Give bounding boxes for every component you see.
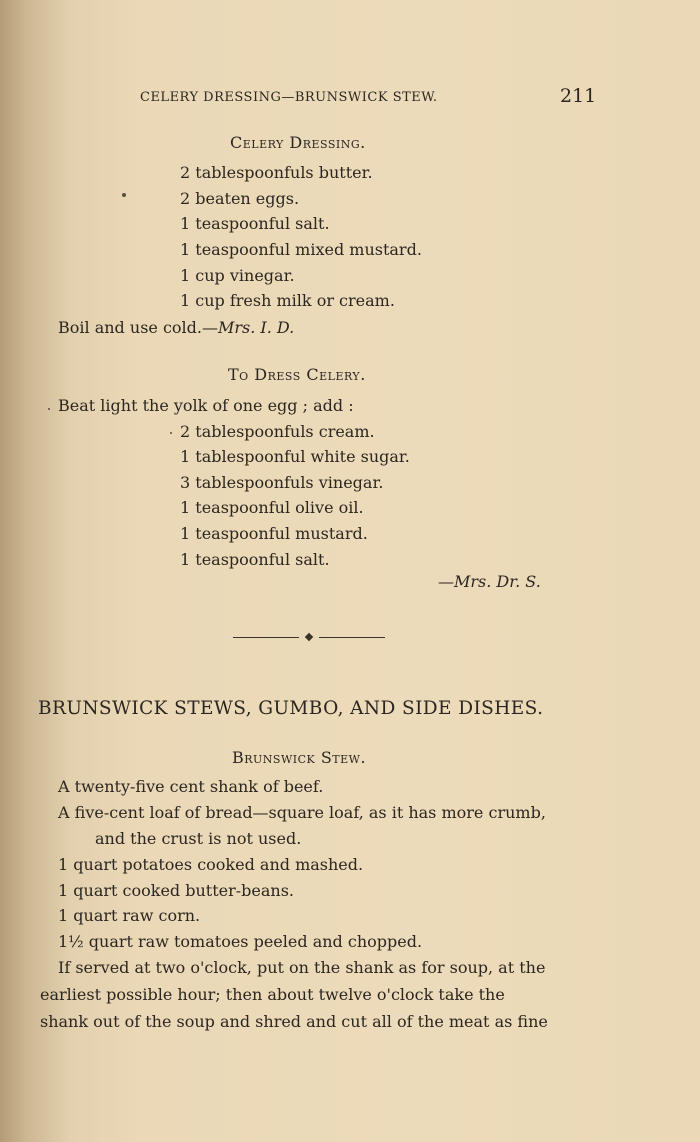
recipe-line: A twenty-five cent shank of beef.	[58, 777, 324, 796]
ingredient-line: 1 teaspoonful mustard.	[180, 524, 368, 543]
recipe-line: 1½ quart raw tomatoes peeled and chopped.	[58, 932, 423, 951]
recipe-line: A five-cent loaf of bread—square loaf, as it has more crumb,	[58, 803, 546, 822]
ingredient-line: 1 teaspoonful salt.	[180, 214, 330, 233]
recipe-credit: —Mrs. Dr. S.	[438, 572, 541, 591]
ingredient-line: 1 teaspoonful salt.	[180, 550, 330, 569]
recipe-credit: Mrs. I. D.	[218, 318, 295, 337]
ingredient-line: 2 tablespoonfuls cream.	[180, 422, 375, 441]
recipe-line: If served at two o'clock, put on the shank as for soup, at the	[58, 958, 546, 977]
recipe-line: 1 quart potatoes cooked and mashed.	[58, 855, 364, 874]
recipe-line: 1 quart cooked butter-beans.	[58, 881, 295, 900]
recipe-instruction	[58, 318, 294, 337]
ink-speck	[122, 193, 126, 197]
ingredient-line: 1 cup fresh milk or cream.	[180, 291, 395, 310]
ingredient-line: 3 tablespoonfuls vinegar.	[180, 473, 384, 492]
ingredient-line: 1 cup vinegar.	[180, 266, 295, 285]
recipe-title-brunswick-stew: Brunswick Stew.	[232, 748, 367, 767]
recipe-title-to-dress-celery: To Dress Celery.	[228, 365, 366, 384]
divider-rule-left	[233, 637, 299, 638]
ornamental-divider	[233, 634, 385, 642]
recipe-line: and the crust is not used.	[95, 829, 302, 848]
instruction-text: Boil and use cold.—	[58, 318, 218, 337]
running-head: CELERY DRESSING—BRUNSWICK STEW.	[140, 90, 438, 105]
ingredient-line: 1 tablespoonful white sugar.	[180, 447, 410, 466]
ingredient-line: 1 teaspoonful olive oil.	[180, 498, 364, 517]
ink-speck	[170, 432, 172, 434]
divider-rule-right	[319, 637, 385, 638]
recipe-line: 1 quart raw corn.	[58, 906, 201, 925]
recipe-intro: Beat light the yolk of one egg ; add :	[58, 396, 354, 415]
ink-speck	[48, 408, 50, 410]
section-heading: BRUNSWICK STEWS, GUMBO, AND SIDE DISHES.	[38, 698, 544, 719]
recipe-line: shank out of the soup and shred and cut all of the meat as fine	[40, 1012, 548, 1031]
recipe-title-celery-dressing: Celery Dressing.	[230, 133, 366, 152]
page-number: 211	[560, 85, 597, 107]
ingredient-line: 2 beaten eggs.	[180, 189, 300, 208]
recipe-line: earliest possible hour; then about twelve o'clock take the	[40, 985, 505, 1004]
ingredient-line: 1 teaspoonful mixed mustard.	[180, 240, 422, 259]
ingredient-line: 2 tablespoonfuls butter.	[180, 163, 373, 182]
divider-diamond-icon	[305, 633, 313, 641]
